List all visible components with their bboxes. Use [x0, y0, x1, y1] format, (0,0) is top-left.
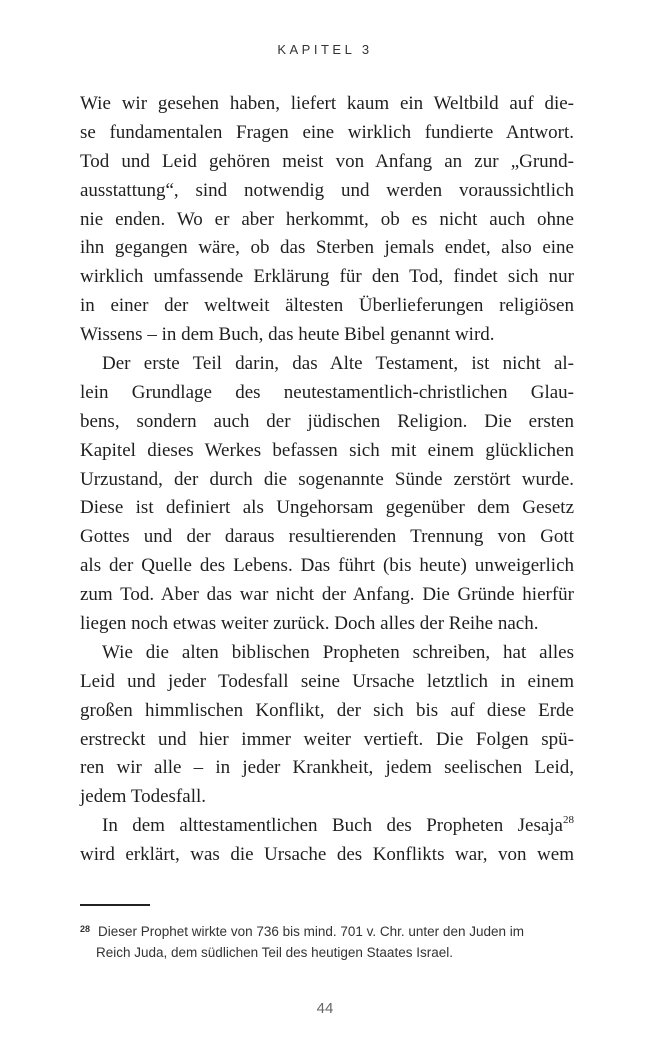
footnote-divider	[80, 904, 150, 906]
chapter-header: KAPITEL 3	[277, 42, 373, 57]
footnote-text: Dieser Prophet wirkte von 736 bis mind. 701 v. Chr. unter den Juden im	[98, 924, 524, 939]
page-number: 44	[316, 1000, 334, 1017]
text-line: in einer der weltweit ältesten Überlieferungen religiösen	[80, 295, 574, 317]
footnote-reference: 28	[563, 814, 574, 827]
text-line: Wie wir gesehen haben, liefert kaum ein Weltbild auf die-	[80, 93, 574, 114]
footnote-line: Reich Juda, dem südlichen Teil des heutigen Staates Israel.	[96, 945, 453, 960]
text-line: se fundamentalen Fragen eine wirklich fundierte Antwort.	[80, 121, 574, 143]
text-line: Wie die alten biblischen Propheten schreiben, hat alles	[102, 641, 574, 663]
text-line: Tod und Leid gehören meist von Anfang an zur „Grund-	[80, 150, 574, 172]
text-line: als der Quelle des Lebens. Das führt (bis heute) unweigerlich	[80, 555, 574, 577]
footnote	[80, 919, 574, 963]
text-line: ausstattung“, sind notwendig und werden voraussichtlich	[80, 179, 574, 201]
text-line: großen himmlischen Konflikt, der sich bis auf diese Erde	[80, 699, 574, 721]
text-line: Leid und jeder Todesfall seine Ursache letztlich in einem	[80, 670, 574, 692]
text-line: Wissens – in dem Buch, das heute Bibel genannt wird.	[80, 324, 495, 346]
main-text	[80, 90, 574, 870]
text-line: Kapitel dieses Werkes befassen sich mit einem glücklichen	[80, 439, 574, 461]
text-line: erstreckt und hier immer weiter vertieft. Die Folgen spü-	[80, 728, 574, 750]
text-line: ihn gegangen wäre, ob das Sterben jemals endet, also eine	[80, 237, 574, 259]
text-line: lein Grundlage des neutestamentlich-christlichen Glau-	[80, 381, 574, 403]
text-line: Diese ist definiert als Ungehorsam gegenüber dem Gesetz	[80, 497, 574, 519]
footnote-number: 28	[80, 924, 91, 934]
footnote-line	[80, 919, 574, 942]
text-line: jedem Todesfall.	[80, 786, 207, 808]
text-line: Gottes und der daraus resultierenden Trennung von Gott	[80, 526, 574, 548]
text-line-with-footnote	[80, 812, 574, 841]
text-line-content: In dem alttestamentlichen Buch des Propheten Jesaja	[102, 815, 563, 837]
text-line: nie enden. Wo er aber herkommt, ob es nicht auch ohne	[80, 208, 574, 230]
text-line: wirklich umfassende Erklärung für den Tod, findet sich nur	[80, 266, 574, 288]
text-line: liegen noch etwas weiter zurück. Doch alles der Reihe nach.	[80, 613, 539, 635]
text-line: bens, sondern auch der jüdischen Religion. Die ersten	[80, 410, 574, 432]
text-line: ren wir alle – in jeder Krankheit, jedem seelischen Leid,	[80, 757, 574, 779]
text-line: zum Tod. Aber das war nicht der Anfang. Die Gründe hierfür	[80, 584, 574, 606]
text-line: Urzustand, der durch die sogenannte Sünde zerstört wurde.	[80, 468, 574, 490]
text-line: wird erklärt, was die Ursache des Konflikts war, von wem	[80, 844, 574, 866]
text-line: Der erste Teil darin, das Alte Testament, ist nicht al-	[102, 353, 574, 375]
